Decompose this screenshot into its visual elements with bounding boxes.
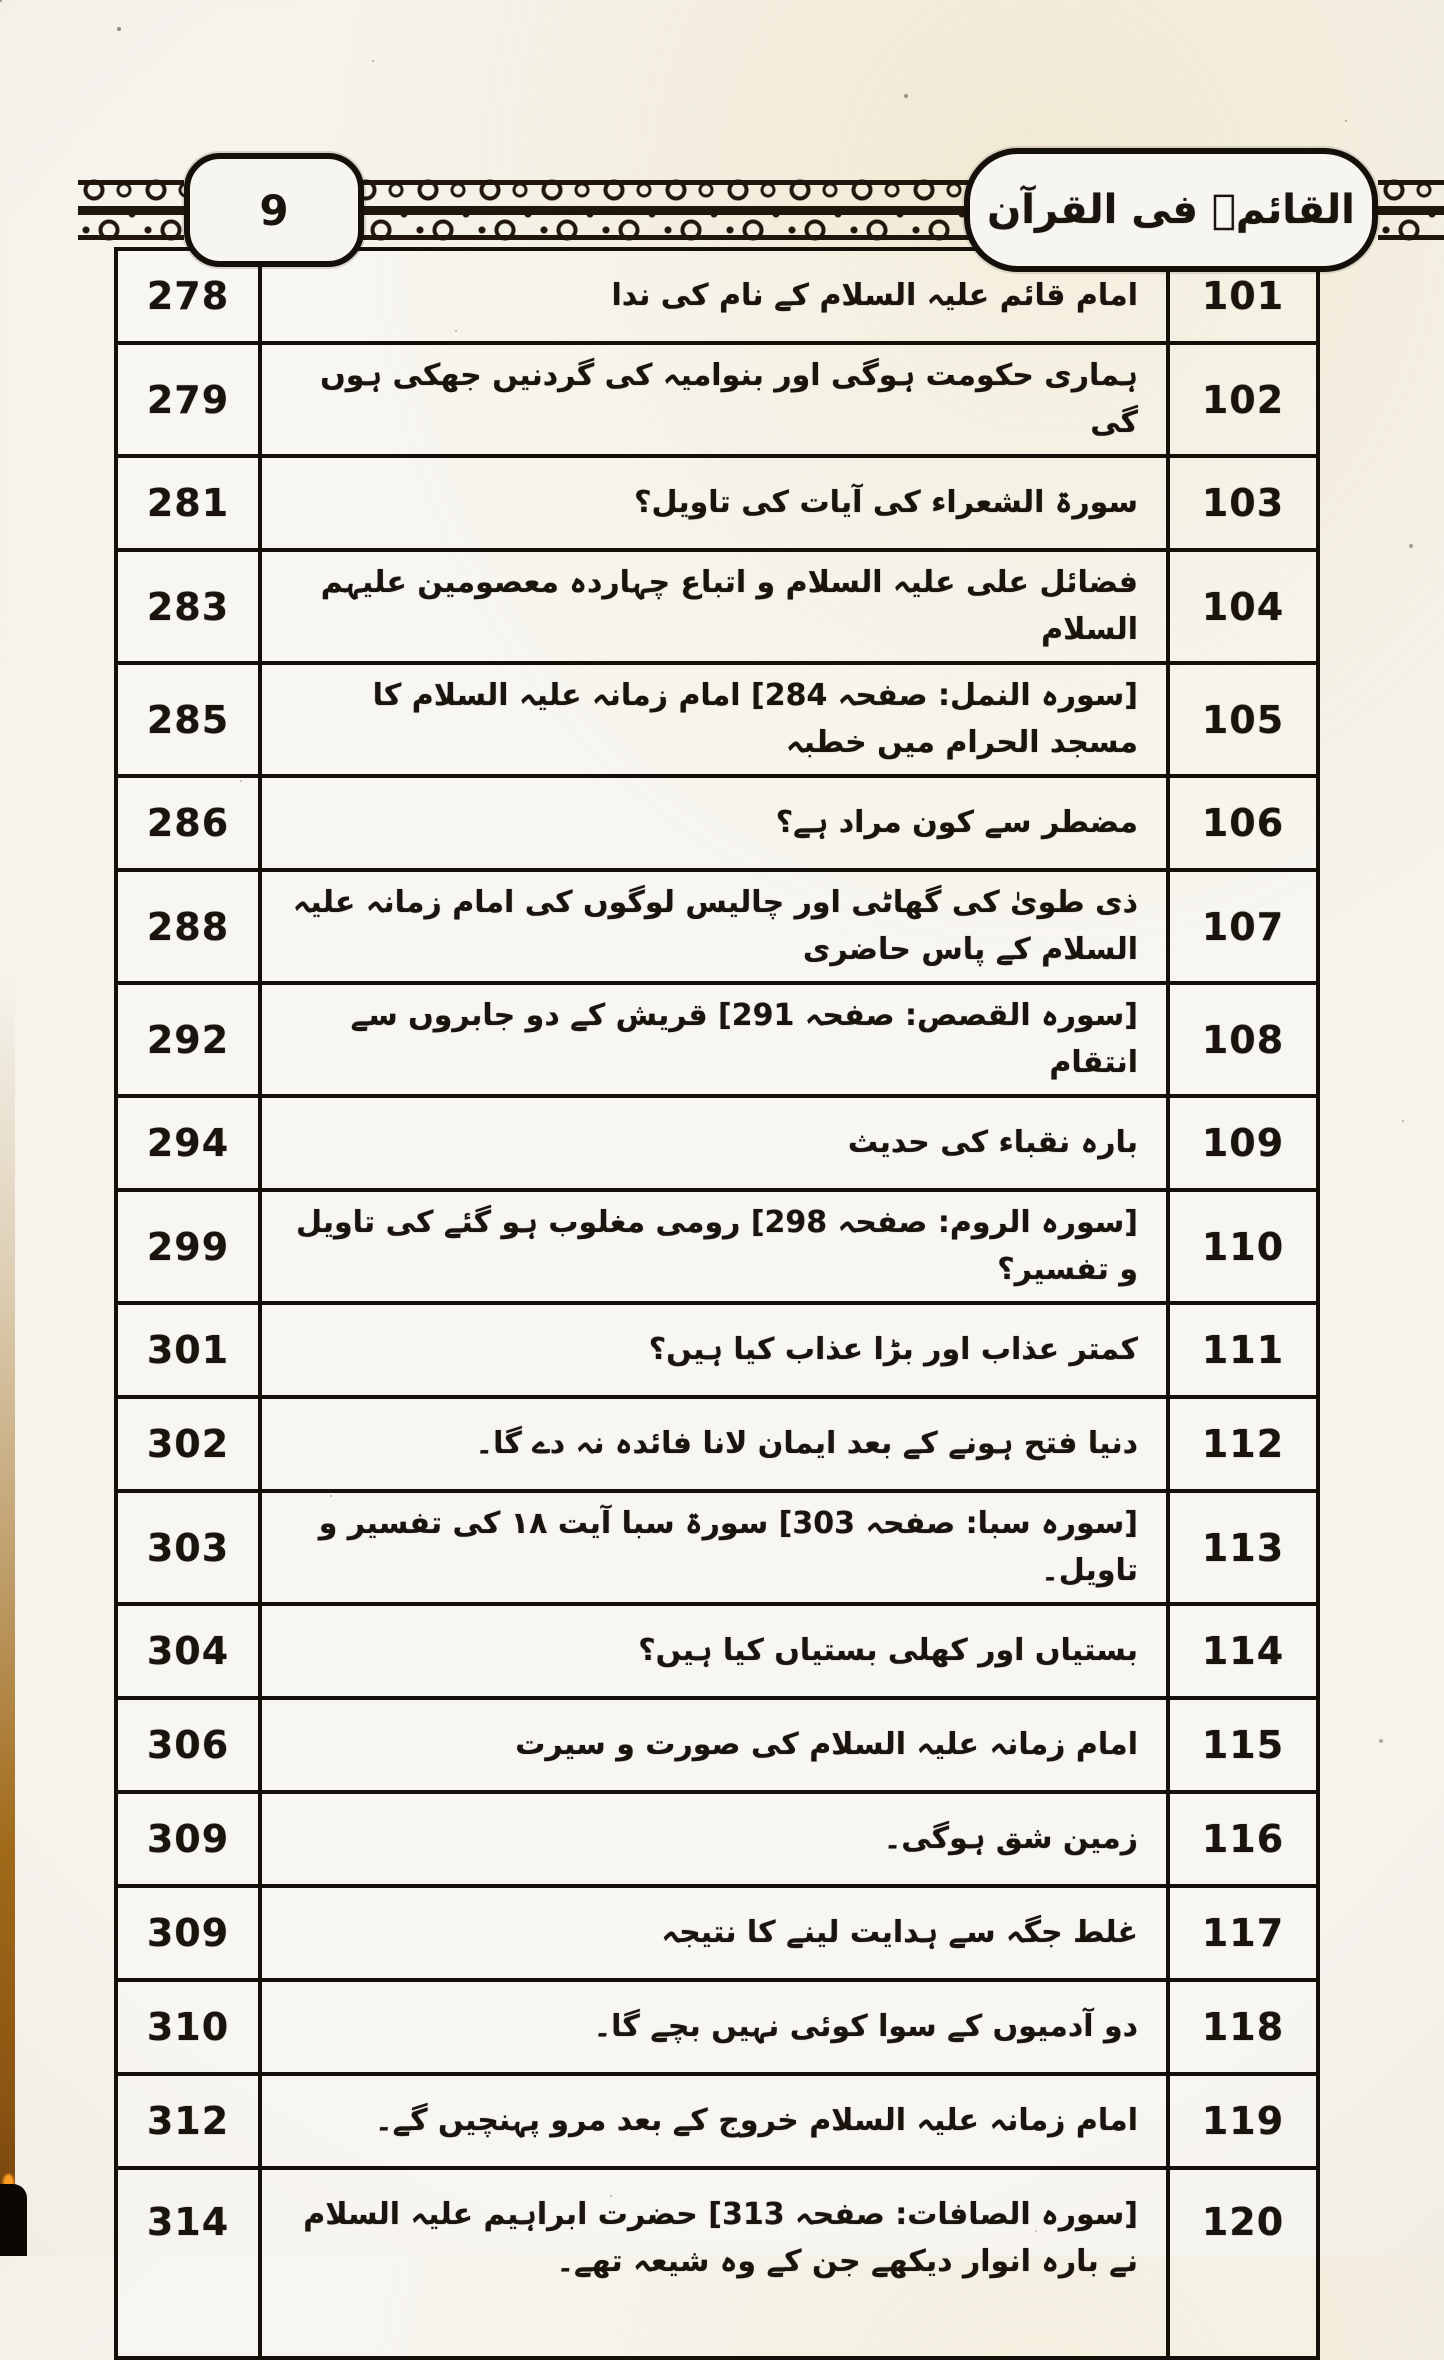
table-row bbox=[118, 1606, 1316, 1700]
page-number-cell: 314 bbox=[118, 2170, 262, 2356]
table-row bbox=[118, 2170, 1316, 2360]
entry-title-cell: سورۃ الشعراء کی آیات کی تاویل؟ bbox=[634, 484, 1138, 520]
page-number-cell: 288 bbox=[118, 872, 262, 981]
table-row bbox=[118, 458, 1316, 552]
book-title: القائمؑ فی القرآن bbox=[987, 187, 1355, 233]
entry-title-cell: دنیا فتح ہونے کے بعد ایمان لانا فائدہ نہ دے گا۔ bbox=[475, 1425, 1138, 1461]
entry-title-cell: [سورہ الروم: صفحہ 298] رومی مغلوب ہو گئے کی تاویل و تفسیر؟ bbox=[295, 1205, 1138, 1287]
entry-number-cell: 119 bbox=[1166, 2076, 1316, 2166]
entry-title-cell: فضائل علی علیہ السلام و اتباع چہاردہ معصومین علیہم السلام bbox=[320, 565, 1138, 647]
entry-title-cell: امام زمانہ علیہ السلام کی صورت و سیرت bbox=[515, 1726, 1138, 1762]
table-row bbox=[118, 2076, 1316, 2170]
entry-number-cell: 114 bbox=[1166, 1606, 1316, 1696]
entry-number-cell: 109 bbox=[1166, 1098, 1316, 1188]
entry-title-cell: [سورہ سبا: صفحہ 303] سورۃ سبا آیت ۱۸ کی تفسیر و تاویل۔ bbox=[318, 1506, 1138, 1588]
entry-title-cell: [سورہ النمل: صفحہ 284] امام زمانہ علیہ السلام کا مسجد الحرام میں خطبہ bbox=[372, 678, 1138, 760]
page-number-cell: 292 bbox=[118, 985, 262, 1094]
entry-title-cell: [سورہ القصص: صفحہ 291] قریش کے دو جابروں سے انتقام bbox=[350, 998, 1138, 1080]
entry-number-cell: 118 bbox=[1166, 1982, 1316, 2072]
entry-title-cell: ہماری حکومت ہوگی اور بنوامیہ کی گردنیں جھکی ہوں گی bbox=[320, 358, 1138, 440]
entry-number-cell: 117 bbox=[1166, 1888, 1316, 1978]
entry-title-cell: امام قائم علیہ السلام کے نام کی ندا bbox=[611, 277, 1138, 313]
table-row bbox=[118, 872, 1316, 985]
entry-number-cell: 115 bbox=[1166, 1700, 1316, 1790]
page-number-cell: 302 bbox=[118, 1399, 262, 1489]
entry-number-cell: 120 bbox=[1166, 2170, 1316, 2356]
table-row bbox=[118, 1888, 1316, 1982]
entry-number-cell: 111 bbox=[1166, 1305, 1316, 1395]
table-row bbox=[118, 1493, 1316, 1606]
entry-title-cell: زمین شق ہوگی۔ bbox=[883, 1820, 1138, 1856]
page-number-cell: 306 bbox=[118, 1700, 262, 1790]
page-number-cell: 299 bbox=[118, 1192, 262, 1301]
page-number-cell: 303 bbox=[118, 1493, 262, 1602]
table-row bbox=[118, 552, 1316, 665]
table-row bbox=[118, 665, 1316, 778]
table-row bbox=[118, 1700, 1316, 1794]
entry-number-cell: 103 bbox=[1166, 458, 1316, 548]
entry-number-cell: 110 bbox=[1166, 1192, 1316, 1301]
entry-number-cell: 104 bbox=[1166, 552, 1316, 661]
page-number-cell: 309 bbox=[118, 1888, 262, 1978]
table-row bbox=[118, 1192, 1316, 1305]
page-number-cell: 285 bbox=[118, 665, 262, 774]
toc-table bbox=[114, 247, 1320, 2360]
entry-title-cell: [سورہ الصافات: صفحہ 313] حضرت ابراہیم علیہ السلام نے بارہ انوار دیکھے جن کے وہ شیعہ تھے۔ bbox=[303, 2197, 1138, 2279]
page-number-cell: 278 bbox=[118, 251, 262, 341]
corner-shadow bbox=[0, 2184, 27, 2256]
page-number-cell: 294 bbox=[118, 1098, 262, 1188]
entry-title-cell: بارہ نقباء کی حدیث bbox=[847, 1124, 1138, 1160]
page-number-cell: 301 bbox=[118, 1305, 262, 1395]
page-number-cell: 286 bbox=[118, 778, 262, 868]
table-row bbox=[118, 1794, 1316, 1888]
page-number-cell: 281 bbox=[118, 458, 262, 548]
entry-title-cell: بستیاں اور کھلی بستیاں کیا ہیں؟ bbox=[638, 1632, 1138, 1668]
entry-number-cell: 113 bbox=[1166, 1493, 1316, 1602]
entry-title-cell: مضطر سے کون مراد ہے؟ bbox=[775, 804, 1138, 840]
entry-number-cell: 116 bbox=[1166, 1794, 1316, 1884]
table-row bbox=[118, 1305, 1316, 1399]
page-number-cell: 312 bbox=[118, 2076, 262, 2166]
table-row bbox=[118, 1982, 1316, 2076]
entry-number-cell: 112 bbox=[1166, 1399, 1316, 1489]
page-number-cell: 279 bbox=[118, 345, 262, 454]
table-row bbox=[118, 345, 1316, 458]
binding-edge bbox=[0, 980, 15, 2256]
table-row bbox=[118, 985, 1316, 1098]
entry-number-cell: 102 bbox=[1166, 345, 1316, 454]
entry-number-cell: 106 bbox=[1166, 778, 1316, 868]
entry-title-cell: کمتر عذاب اور بڑا عذاب کیا ہیں؟ bbox=[648, 1331, 1138, 1367]
floral-ornament-icon bbox=[350, 174, 978, 246]
entry-number-cell: 108 bbox=[1166, 985, 1316, 1094]
table-row bbox=[118, 1098, 1316, 1192]
page-number-cell: 283 bbox=[118, 552, 262, 661]
page-number-cell: 304 bbox=[118, 1606, 262, 1696]
table-row bbox=[118, 778, 1316, 872]
entry-number-cell: 101 bbox=[1166, 251, 1316, 341]
entry-title-cell: غلط جگہ سے ہدایت لینے کا نتیجہ bbox=[661, 1914, 1138, 1950]
entry-number-cell: 107 bbox=[1166, 872, 1316, 981]
page-number-cell: 309 bbox=[118, 1794, 262, 1884]
entry-title-cell: امام زمانہ علیہ السلام خروج کے بعد مرو پہنچیں گے۔ bbox=[374, 2102, 1138, 2138]
scan-noise bbox=[0, 0, 2, 2]
entry-title-cell: دو آدمیوں کے سوا کوئی نہیں بچے گا۔ bbox=[593, 2008, 1138, 2044]
floral-ornament-icon bbox=[78, 174, 184, 246]
entry-number-cell: 105 bbox=[1166, 665, 1316, 774]
book-title-cartouche bbox=[964, 148, 1378, 272]
page-number-cell: 310 bbox=[118, 1982, 262, 2072]
entry-title-cell: ذی طویٰ کی گھاٹی اور چالیس لوگوں کی امام زمانہ علیہ السلام کے پاس حاضری bbox=[292, 885, 1138, 967]
page-number: 9 bbox=[259, 185, 289, 235]
floral-ornament-icon bbox=[1378, 174, 1444, 246]
table-row bbox=[118, 1399, 1316, 1493]
page-number-badge bbox=[184, 153, 364, 267]
